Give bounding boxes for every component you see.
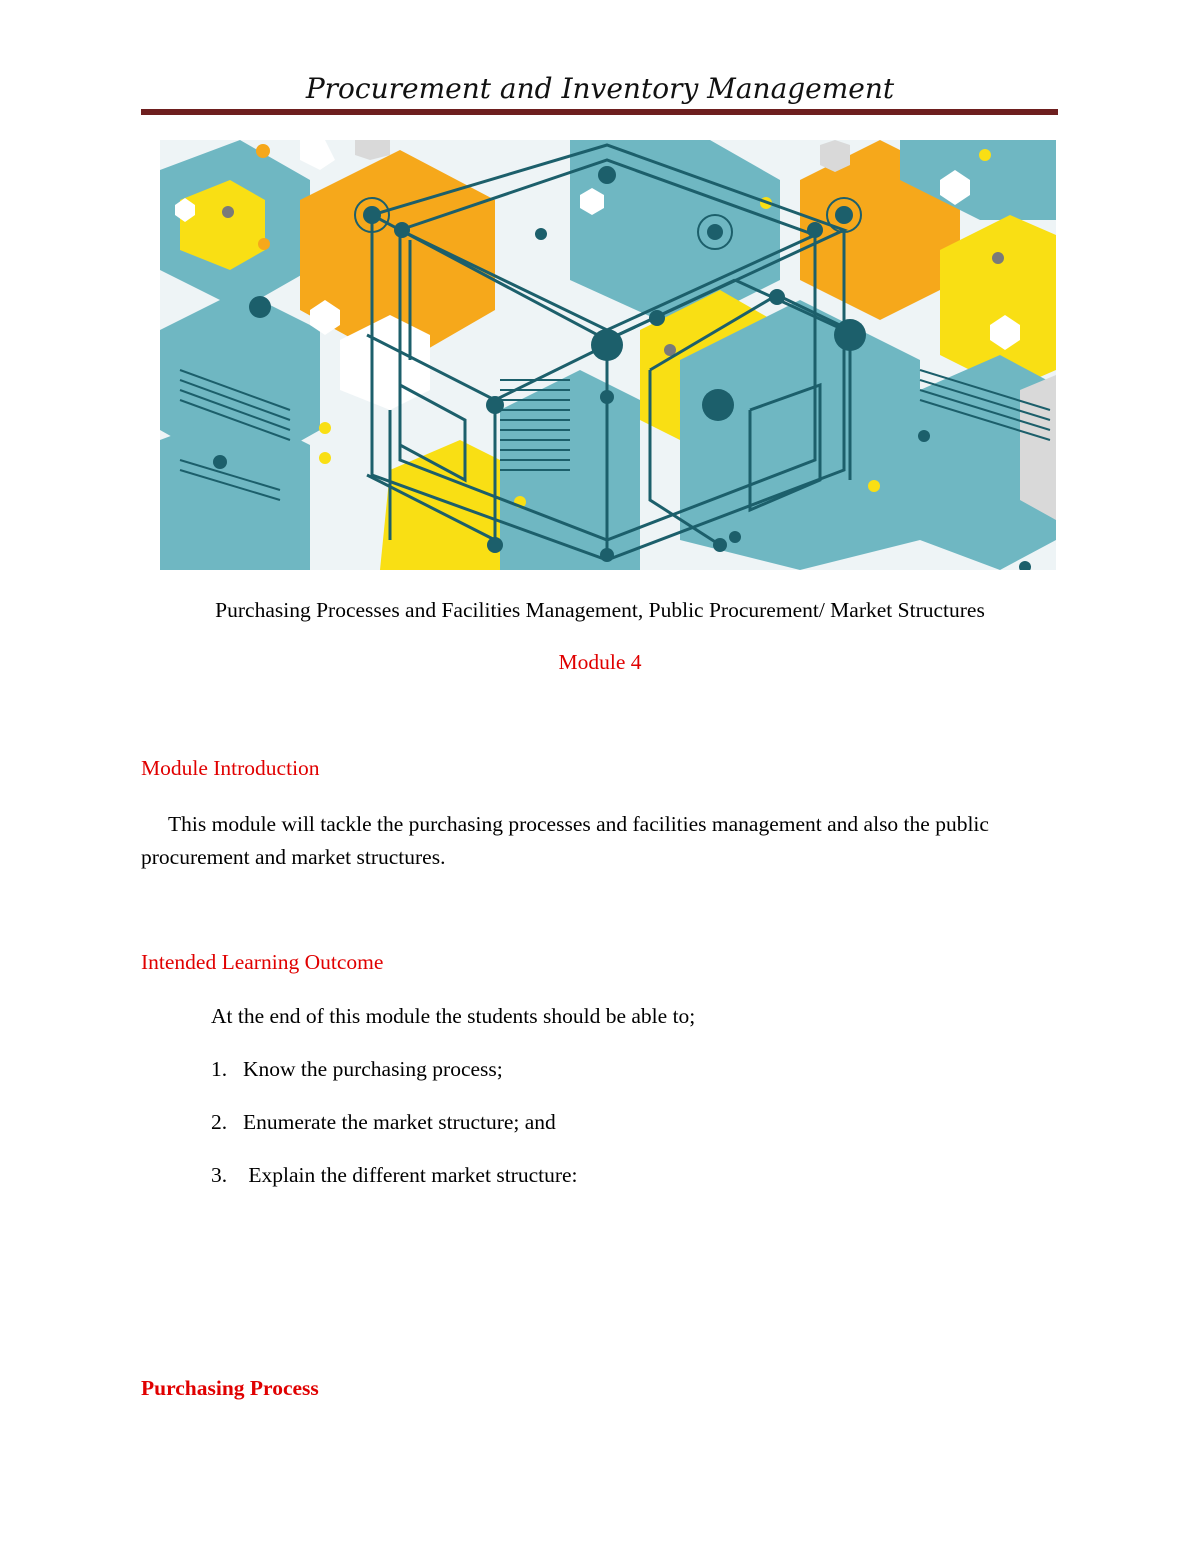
module-introduction-text <box>141 808 1061 874</box>
document-subtitle: Purchasing Processes and Facilities Management, Public Procurement/ Market Structures <box>215 598 985 622</box>
isometric-cube-illustration <box>160 140 1056 570</box>
header-divider <box>141 109 1058 115</box>
module-number: Module 4 <box>558 650 642 674</box>
outcome-number: 3. <box>211 1163 228 1187</box>
module-introduction-heading: Module Introduction <box>141 756 320 780</box>
learning-outcome-lead: At the end of this module the students should be able to; <box>211 1004 696 1028</box>
outcome-text: Enumerate the market structure; and <box>243 1110 556 1134</box>
outcome-number: 1. <box>211 1057 228 1081</box>
outcome-list-item <box>211 1110 556 1135</box>
banner-illustration <box>160 140 1056 570</box>
outcome-number: 2. <box>211 1110 228 1134</box>
page-header-title: Procurement and Inventory Management <box>305 72 895 105</box>
outcome-list-item <box>211 1163 578 1188</box>
purchasing-process-heading: Purchasing Process <box>141 1376 319 1400</box>
outcome-text: Explain the different market structure: <box>243 1163 578 1187</box>
intro-body: This module will tackle the purchasing processes and facilities management and also the public procurement and market structures. <box>141 812 989 869</box>
outcome-list-item <box>211 1057 503 1082</box>
outcome-text: Know the purchasing process; <box>243 1057 503 1081</box>
learning-outcome-heading: Intended Learning Outcome <box>141 950 384 974</box>
